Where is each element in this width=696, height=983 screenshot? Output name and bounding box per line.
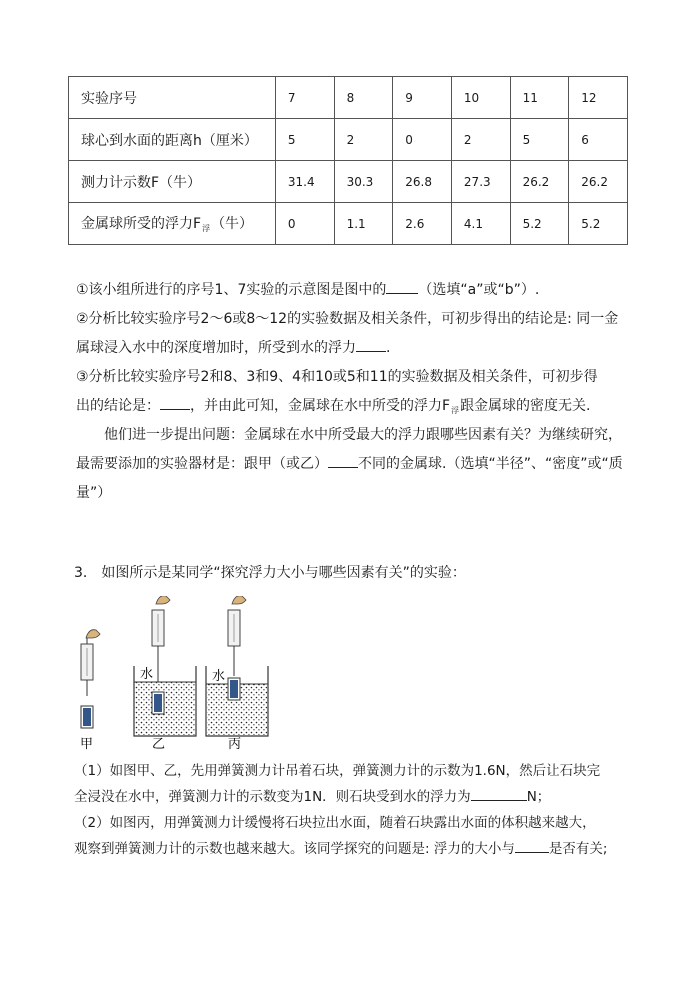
text-span: 是否有关;: [548, 841, 608, 857]
figure-label-bing: 丙: [228, 737, 242, 752]
text-line: 量”）: [76, 485, 112, 501]
text-line: [76, 392, 636, 421]
hand-icon: [86, 630, 100, 638]
text-line: [74, 784, 634, 810]
answer-blank[interactable]: [386, 279, 418, 294]
text-span: ，并由此可知，金属球在水中所受的浮力F: [190, 398, 451, 414]
table-cell: 26.2: [510, 161, 569, 203]
water-label: 水: [212, 669, 226, 684]
buoyancy-experiment-figure: [70, 596, 300, 752]
table-cell: 2: [451, 119, 510, 161]
text-line: [76, 276, 636, 305]
text-span: .: [386, 340, 391, 356]
answer-blank[interactable]: [328, 453, 358, 468]
table-cell: 1.1: [334, 203, 393, 245]
table-cell: 0: [275, 203, 334, 245]
table-row: [69, 161, 628, 203]
figure-label-yi: 乙: [152, 737, 166, 752]
table-cell: 0: [393, 119, 452, 161]
table-cell: 31.4: [275, 161, 334, 203]
question-3-text: [74, 758, 634, 862]
text-span: 全浸没在水中，弹簧测力计的示数变为1N．则石块受到水的浮力为: [74, 789, 471, 805]
text-span: 观察到弹簧测力计的示数也越来越大。该同学探究的问题是: 浮力的大小与: [74, 841, 515, 857]
water-fill: [135, 682, 195, 735]
text-line: （1）如图甲、乙，先用弹簧测力计吊着石块，弹簧测力计的示数为1.6N，然后让石块完: [74, 763, 601, 779]
table-cell: 9: [393, 77, 452, 119]
answer-blank[interactable]: [471, 786, 527, 801]
table-cell: 5: [275, 119, 334, 161]
table-cell: 12: [569, 77, 628, 119]
table-row: [69, 203, 628, 245]
figure-yi: [134, 596, 196, 736]
table-cell: 5.2: [569, 203, 628, 245]
text-span: 跟金属球的密度无关.: [460, 398, 591, 414]
text-span: 出的结论是：: [76, 398, 160, 414]
text-line: ③分析比较实验序号2和8、3和9、4和10或5和11的实验数据及相关条件，可初步得: [76, 369, 598, 385]
table-row: [69, 119, 628, 161]
row-label-subscript: 浮: [202, 224, 211, 233]
text-span: 属球浸入水中的深度增加时，所受到水的浮力: [76, 340, 356, 356]
figure-bing: [206, 596, 268, 736]
text-line: 他们进一步提出问题：金属球在水中所受最大的浮力跟哪些因素有关？为继续研究，: [104, 427, 622, 443]
table-cell: 26.2: [569, 161, 628, 203]
table-cell: 27.3: [451, 161, 510, 203]
text-span: ①该小组所进行的序号1、7实验的示意图是图中的: [76, 282, 387, 298]
text-span: （选填“a”或“b”）.: [418, 282, 540, 298]
experiment-data-table: [68, 76, 628, 245]
table-cell: 5: [510, 119, 569, 161]
table-cell: 11: [510, 77, 569, 119]
answer-blank[interactable]: [515, 838, 549, 853]
answer-blank[interactable]: [160, 395, 190, 410]
row-label: 测力计示数F（牛）: [69, 161, 276, 203]
table-cell: 26.8: [393, 161, 452, 203]
table-row: [69, 77, 628, 119]
table-cell: 30.3: [334, 161, 393, 203]
table-cell: 5.2: [510, 203, 569, 245]
table-cell: 7: [275, 77, 334, 119]
table-cell: 2: [334, 119, 393, 161]
text-span: 最需要添加的实验器材是：跟甲（或乙）: [76, 456, 328, 472]
figure-jia: [81, 630, 100, 728]
row-label: 实验序号: [69, 77, 276, 119]
question-3-title: 3． 如图所示是某同学“探究浮力大小与哪些因素有关”的实验：: [74, 565, 466, 581]
text-span: N；: [526, 789, 551, 805]
row-label-main: 金属球所受的浮力F: [81, 216, 202, 232]
row-label: 球心到水面的距离h（厘米）: [69, 119, 276, 161]
table-cell: 4.1: [451, 203, 510, 245]
stone-fill: [83, 708, 91, 726]
text-span: 不同的金属球.（选填“半径”、“密度”或“质: [358, 456, 623, 472]
hand-icon: [156, 596, 170, 604]
row-label-tail: （牛）: [211, 216, 254, 232]
answer-blank[interactable]: [356, 337, 386, 352]
text-line: [76, 334, 636, 363]
table-cell: 10: [451, 77, 510, 119]
subscript: 浮: [451, 406, 460, 415]
text-line: ②分析比较实验序号2～6或8～12的实验数据及相关条件，可初步得出的结论是: 同一金: [76, 311, 619, 327]
row-label: [69, 203, 276, 245]
water-label: 水: [140, 667, 154, 682]
text-line: [76, 450, 636, 479]
text-line: [74, 836, 634, 862]
question-text-block: [76, 276, 636, 508]
figure-label-jia: 甲: [80, 737, 94, 752]
text-line: （2）如图丙，用弹簧测力计缓慢将石块拉出水面，随着石块露出水面的体积越来越大，: [74, 815, 596, 831]
table-cell: 8: [334, 77, 393, 119]
hand-icon: [232, 596, 246, 604]
table-cell: 2.6: [393, 203, 452, 245]
table-cell: 6: [569, 119, 628, 161]
